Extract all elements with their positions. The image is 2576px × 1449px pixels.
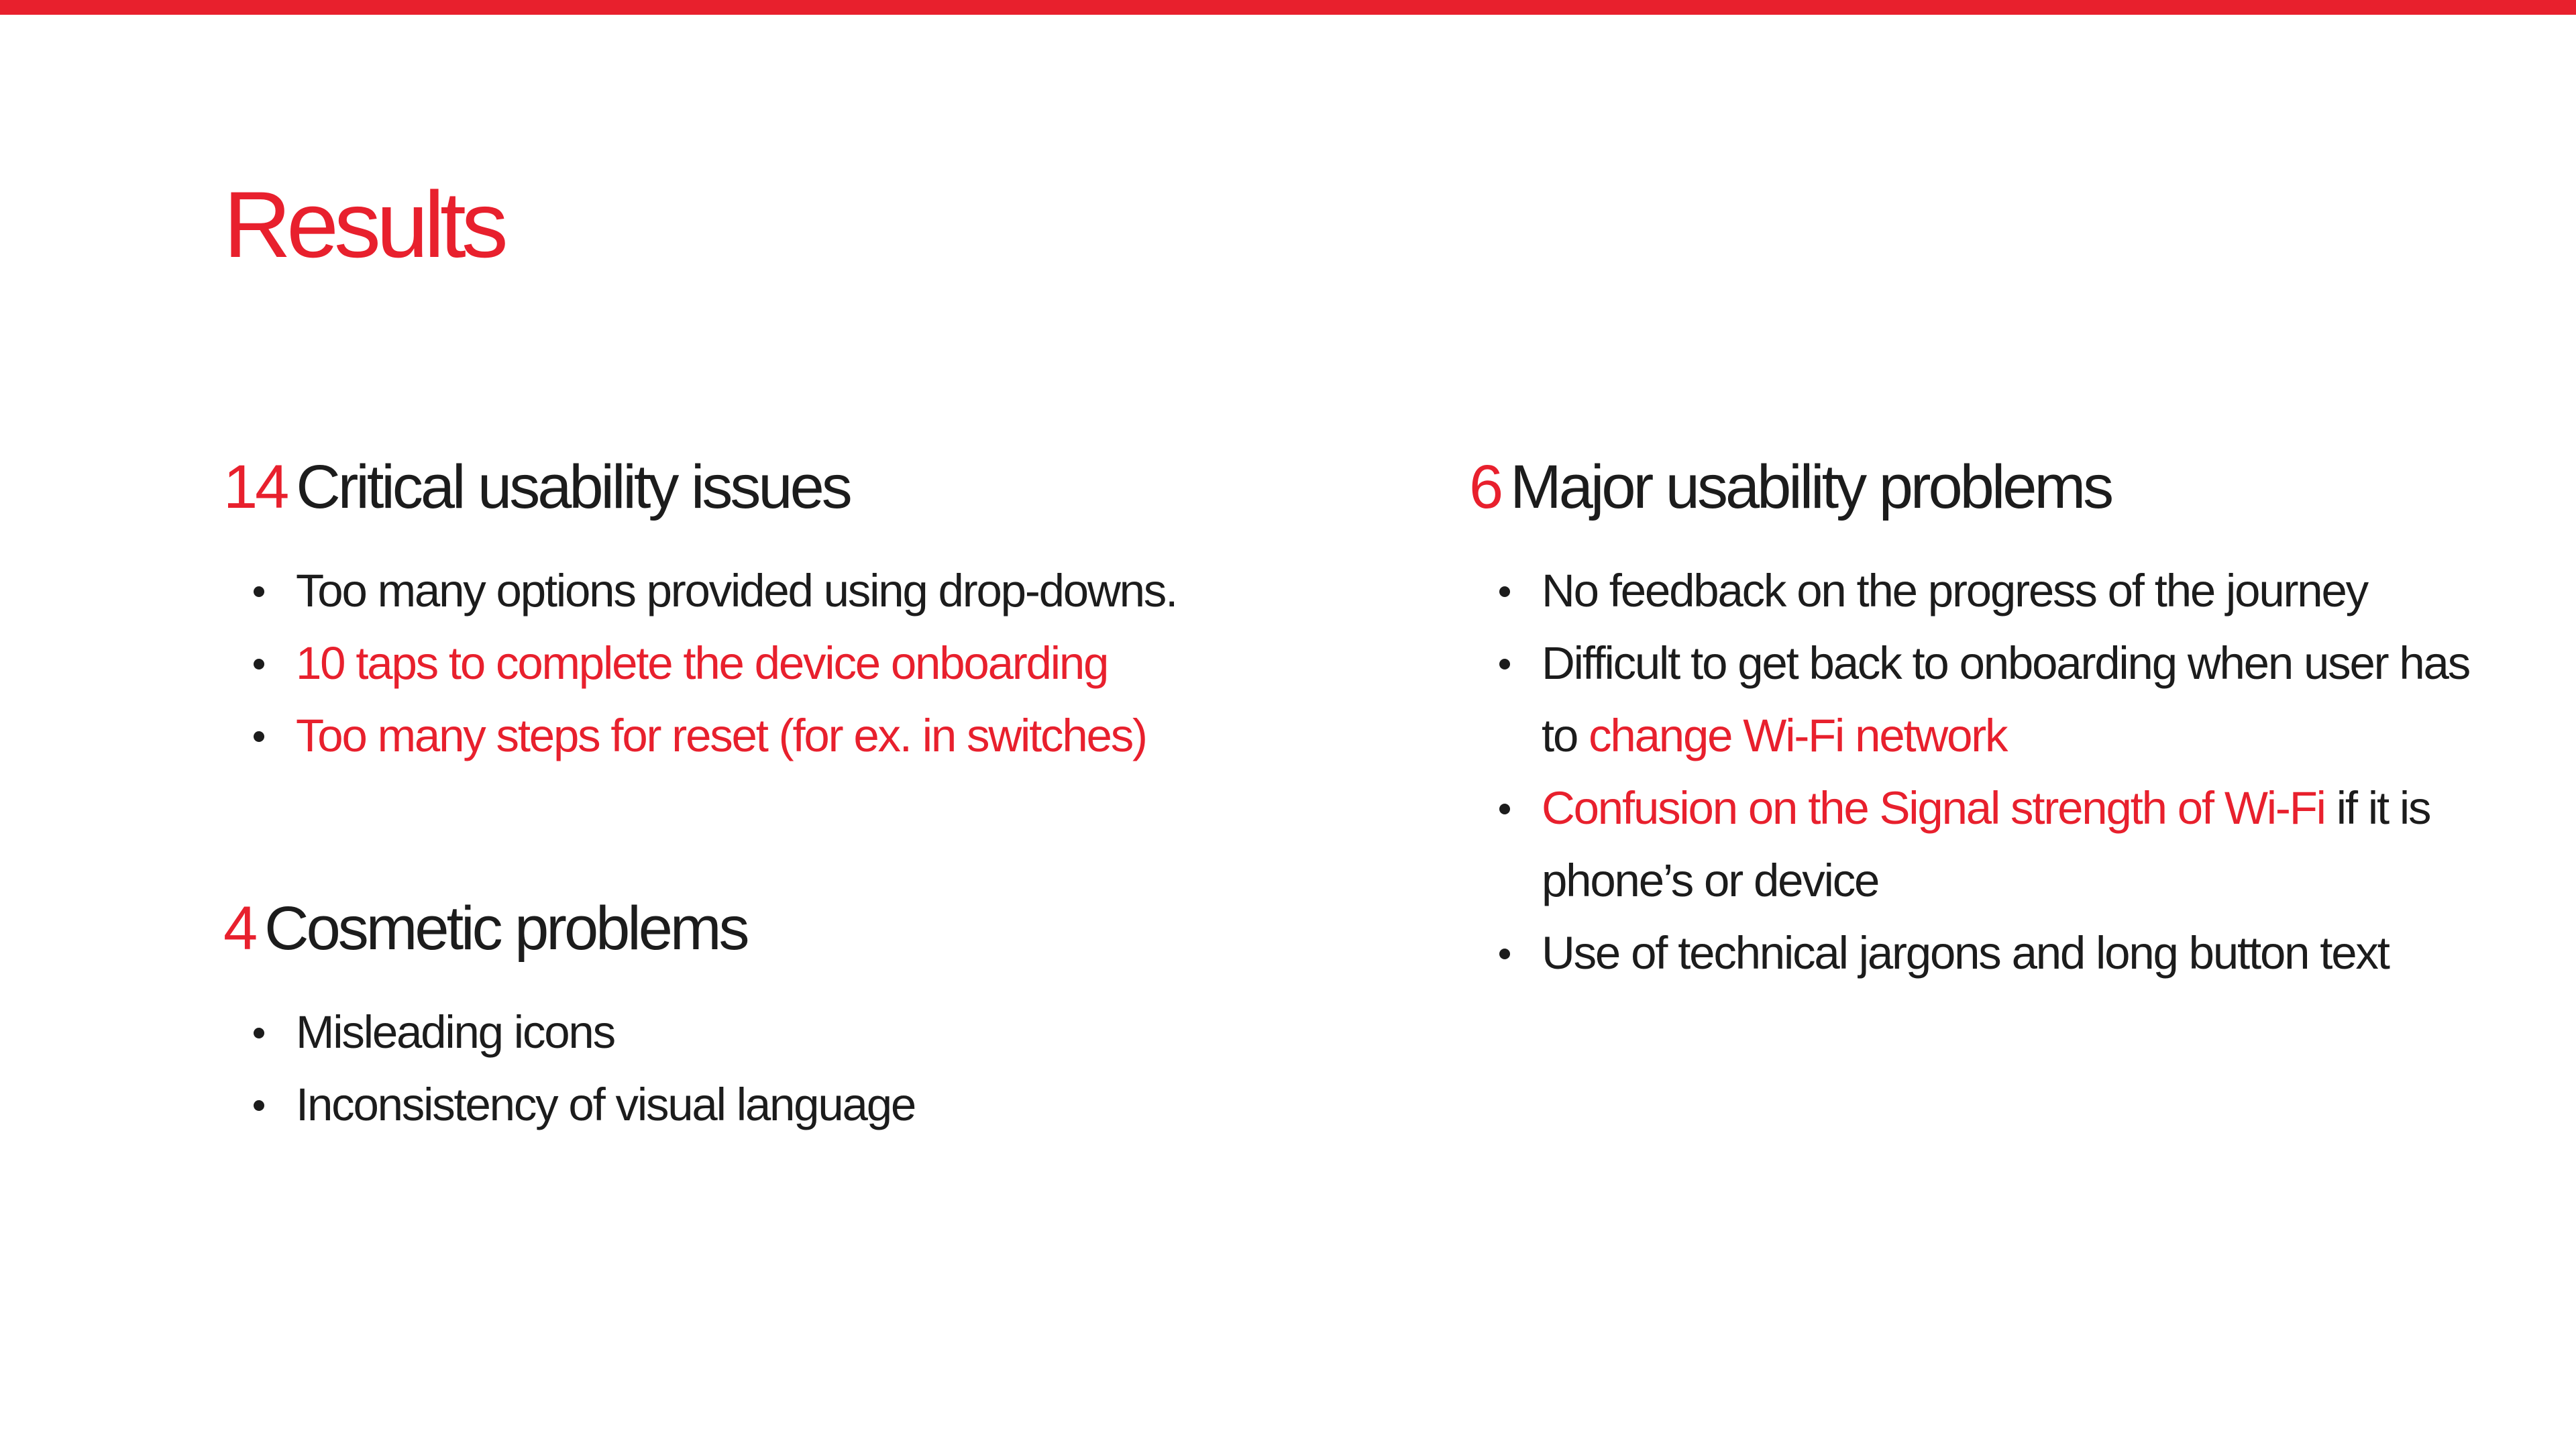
issue-count: 6 [1469, 453, 1501, 521]
section-heading-text: Critical usability issues [296, 453, 850, 521]
highlighted-text: Confusion on the Signal strength of Wi-Fi [1542, 782, 2325, 834]
slide-title: Results [223, 172, 504, 277]
bullet-icon [254, 586, 264, 597]
bullet-icon [254, 1100, 264, 1111]
bullet-icon [254, 1028, 264, 1038]
highlighted-text: change Wi-Fi network [1589, 710, 2007, 761]
item-text: Difficult to get back to onboarding when user has to [1542, 637, 2470, 761]
list-item [223, 1069, 1397, 1141]
list-item [1469, 772, 2516, 917]
item-text: Use of technical jargons and long button text [1542, 927, 2389, 979]
top-accent-bar [0, 0, 2576, 15]
issue-list [223, 996, 1397, 1141]
item-text: if it is phone’s or device [1542, 782, 2430, 906]
issue-count: 4 [223, 894, 256, 963]
section-heading [223, 453, 1397, 521]
list-item [223, 996, 1397, 1069]
section-major [1469, 453, 2516, 989]
list-item [223, 555, 1397, 627]
list-item [1469, 627, 2516, 772]
bullet-icon [1499, 659, 1510, 669]
list-item [1469, 917, 2516, 989]
list-item [223, 700, 1397, 772]
bullet-icon [1499, 586, 1510, 597]
issue-list [1469, 555, 2516, 989]
item-text: No feedback on the progress of the journey [1542, 565, 2367, 616]
list-item [1469, 555, 2516, 627]
bullet-icon [1499, 804, 1510, 814]
issue-list [223, 555, 1397, 772]
section-cosmetic [223, 894, 1397, 1141]
bullet-icon [254, 659, 264, 669]
section-critical [223, 453, 1397, 772]
list-item [223, 627, 1397, 700]
item-text: Misleading icons [296, 1006, 614, 1058]
bullet-icon [254, 731, 264, 742]
item-text: Too many options provided using drop-downs. [296, 565, 1177, 616]
bullet-icon [1499, 949, 1510, 959]
section-heading-text: Major usability problems [1510, 453, 2112, 521]
section-heading-text: Cosmetic problems [264, 894, 747, 963]
highlighted-text: 10 taps to complete the device onboarding [296, 637, 1108, 689]
issue-count: 14 [223, 453, 287, 521]
item-text: Inconsistency of visual language [296, 1079, 916, 1130]
highlighted-text: Too many steps for reset (for ex. in switches) [296, 710, 1146, 761]
section-heading [223, 894, 1397, 963]
section-heading [1469, 453, 2516, 521]
